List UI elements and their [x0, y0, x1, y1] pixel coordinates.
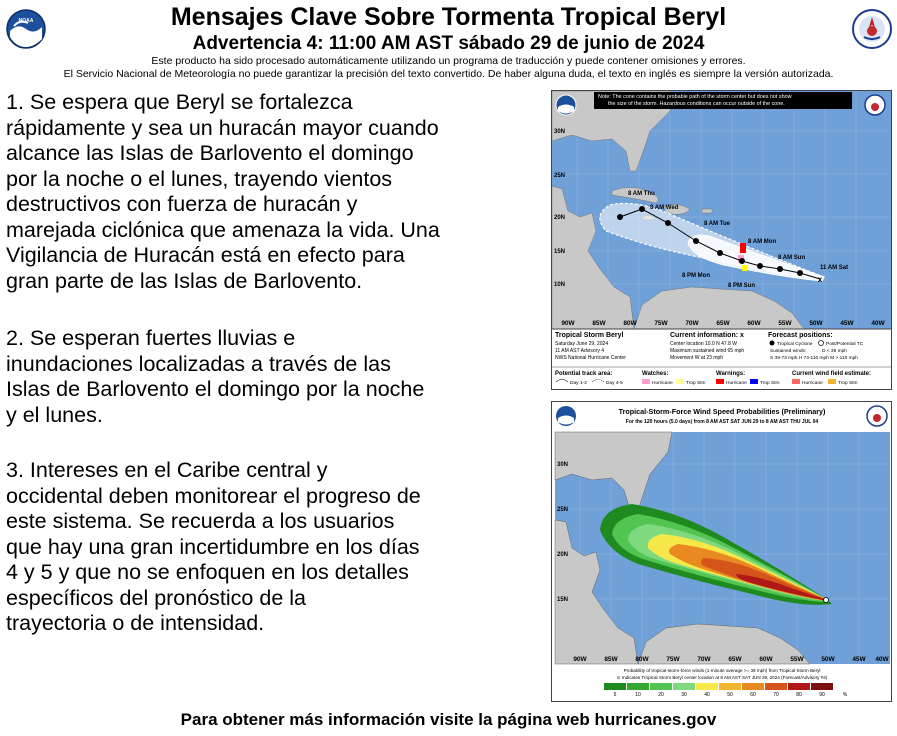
key-message-3: 3. Intereses en el Caribe central y occidental deben monitorear el progreso de este sistema. Se recuerda a los usuarios que hay una gran incertidumbre en los días 4 y 5 y que no se enfoquen en los detalles específicos del pronóstico de la trayectoria o de intensidad. — [6, 458, 421, 635]
svg-text:85W: 85W — [592, 320, 606, 327]
wind-caption-1: Probability of tropical-storm-force winds (1-minute average >= 39 mph) from Tropical Storm Beryl — [623, 668, 821, 673]
wind-map-title: Tropical-Storm-Force Wind Speed Probabilities (Preliminary) — [618, 407, 826, 416]
svg-text:90W: 90W — [573, 656, 587, 663]
svg-text:15N: 15N — [557, 597, 569, 603]
scale-label: 10 — [635, 692, 641, 698]
svg-text:Potential track area:: Potential track area: — [555, 371, 613, 377]
scale-label: 50 — [727, 692, 733, 698]
scale-swatch — [811, 683, 833, 690]
svg-text:55W: 55W — [778, 320, 792, 327]
scale-swatch — [834, 683, 856, 690]
svg-text:Movement W at 23 mph: Movement W at 23 mph — [670, 355, 724, 361]
svg-text:Sustained winds:: Sustained winds: — [770, 349, 807, 354]
track-label-sun-pm: 8 PM Sun — [728, 283, 756, 289]
svg-text:50W: 50W — [809, 320, 823, 327]
svg-text:Hurricane: Hurricane — [652, 381, 673, 386]
track-label-wed: 8 AM Wed — [650, 205, 679, 211]
svg-text:40W: 40W — [871, 320, 885, 327]
track-label-sat: 11 AM Sat — [820, 265, 849, 271]
svg-text:Current information: x: Current information: x — [670, 332, 744, 339]
svg-text:80W: 80W — [635, 656, 649, 663]
scale-label: 40 — [704, 692, 710, 698]
cone-note-2: the size of the storm. Hazardous conditions can occur outside of the cone. — [608, 101, 785, 107]
scale-swatch — [788, 683, 810, 690]
key-message-1: 1. Se espera que Beryl se fortalezca rápidamente y sea un huracán mayor cuando alcance las Islas de Barlovento el domingo por la noche o el lunes, trayendo vientos destructivos con fuerza de huracán y marejada ciclónica que amenaza la vida. Una Vigilancia de Huracán está en efecto para gran parte de las Islas de Barlovento. — [6, 90, 440, 293]
scale-label: 70 — [773, 692, 779, 698]
svg-text:Day 1-3: Day 1-3 — [570, 381, 587, 386]
svg-text:90W: 90W — [561, 320, 575, 327]
svg-text:Post/Potential TC: Post/Potential TC — [826, 342, 864, 347]
scale-swatch — [604, 683, 626, 690]
wind-probability-map — [551, 401, 892, 702]
svg-text:25N: 25N — [557, 507, 569, 513]
track-label-thu: 8 AM Thu — [628, 191, 655, 197]
page-title: Mensajes Clave Sobre Tormenta Tropical Beryl — [170, 3, 727, 31]
svg-text:20N: 20N — [554, 215, 566, 221]
disclaimer-line-2: El Servicio Nacional de Meteorología no puede garantizar la precisión del texto convertido. De haber alguna duda, el texto en inglés es siempre la versión autorizada. — [63, 68, 834, 80]
footer-text: Para obtener más información visite la página web hurricanes.gov — [180, 710, 717, 729]
svg-text:85W: 85W — [604, 656, 618, 663]
track-label-sun: 8 AM Sun — [778, 255, 806, 261]
svg-text:10N: 10N — [554, 282, 566, 288]
svg-text:80W: 80W — [623, 320, 637, 327]
track-label-mon: 8 AM Mon — [748, 239, 777, 245]
scale-label: 90 — [819, 692, 825, 698]
svg-text:45W: 45W — [840, 320, 854, 327]
scale-label: % — [842, 692, 848, 698]
svg-text:Forecast positions:: Forecast positions: — [768, 332, 833, 339]
svg-text:25N: 25N — [554, 173, 566, 179]
key-message-2: 2. Se esperan fuertes lluvias e inundaciones localizadas a través de las Islas de Barlovento el domingo por la noche y el lunes. — [6, 326, 425, 427]
svg-text:75W: 75W — [654, 320, 668, 327]
svg-text:75W: 75W — [666, 656, 680, 663]
svg-text:60W: 60W — [759, 656, 773, 663]
svg-text:Current wind field estimate:: Current wind field estimate: — [792, 371, 872, 377]
scale-swatch — [627, 683, 649, 690]
scale-swatch — [696, 683, 718, 690]
svg-text:70W: 70W — [697, 656, 711, 663]
scale-swatch — [765, 683, 787, 690]
svg-text:11 AM AST Advisory 4: 11 AM AST Advisory 4 — [555, 348, 605, 354]
svg-text:Watches:: Watches: — [642, 371, 669, 377]
svg-text:65W: 65W — [716, 320, 730, 327]
track-label-tue: 8 AM Tue — [704, 221, 731, 227]
svg-text:70W: 70W — [685, 320, 699, 327]
svg-text:Tropical Cyclone: Tropical Cyclone — [777, 342, 813, 347]
svg-text:50W: 50W — [821, 656, 835, 663]
forecast-cone-map — [551, 90, 892, 390]
scale-swatch — [742, 683, 764, 690]
svg-text:x: x — [817, 275, 823, 284]
svg-text:Center location 10.0 N 47.8 W: Center location 10.0 N 47.8 W — [670, 341, 737, 347]
svg-text:30N: 30N — [557, 462, 569, 468]
svg-text:NWS National Hurricane Center: NWS National Hurricane Center — [555, 355, 626, 361]
scale-label: 60 — [750, 692, 756, 698]
scale-label: 80 — [796, 692, 802, 698]
storm-center-marker — [824, 598, 829, 603]
svg-text:S 39-73 mph H 74-110 mph M >: S 39-73 mph H 74-110 mph M > 110 mph — [770, 356, 858, 361]
scale-swatch — [719, 683, 741, 690]
disclaimer-line-1: Este producto ha sido procesado automáticamente utilizando un programa de traducción y puede contener omisiones y errores. — [151, 55, 746, 67]
svg-text:60W: 60W — [747, 320, 761, 327]
noaa-logo-text: NOAA — [18, 18, 34, 24]
svg-text:Warnings:: Warnings: — [716, 371, 746, 377]
storm-name: Tropical Storm Beryl — [555, 332, 624, 339]
svg-text:30N: 30N — [554, 129, 566, 135]
scale-label: 20 — [658, 692, 664, 698]
svg-text:55W: 55W — [790, 656, 804, 663]
scale-label: 5 — [613, 692, 617, 698]
svg-text:Hurricane: Hurricane — [802, 381, 823, 386]
scale-swatch — [673, 683, 695, 690]
wind-caption-2: ⊙ Indicates Tropical Storm Beryl center location at 8 AM AST SAT JUN 29, 2024 (Forecast/Advisory #4) — [616, 675, 828, 680]
wind-map-subtitle: For the 120 hours (5.0 days) from 8 AM AST SAT JUN 29 to 8 AM AST THU JUL 04 — [625, 419, 819, 425]
svg-text:Day 4-5: Day 4-5 — [606, 381, 623, 386]
scale-label: 30 — [681, 692, 687, 698]
scale-swatch — [650, 683, 672, 690]
svg-text:45W: 45W — [852, 656, 866, 663]
svg-text:Saturday June 29, 2024: Saturday June 29, 2024 — [555, 341, 609, 347]
svg-text:Hurricane: Hurricane — [726, 381, 747, 386]
cone-note-1: Note: The cone contains the probable path of the storm center but does not show — [598, 94, 792, 100]
svg-text:65W: 65W — [728, 656, 742, 663]
svg-text:40W: 40W — [875, 656, 889, 663]
track-label-mon-pm: 8 PM Mon — [682, 273, 710, 279]
svg-text:20N: 20N — [557, 552, 569, 558]
svg-text:D < 39 mph: D < 39 mph — [822, 349, 847, 354]
svg-text:Trop Stm: Trop Stm — [838, 381, 858, 386]
svg-text:Trop Stm: Trop Stm — [686, 381, 706, 386]
advisory-subtitle: Advertencia 4: 11:00 AM AST sábado 29 de junio de 2024 — [192, 33, 705, 54]
svg-text:15N: 15N — [554, 249, 566, 255]
svg-text:Maximum sustained wind 65 mph: Maximum sustained wind 65 mph — [670, 348, 745, 354]
svg-text:Trop Stm: Trop Stm — [760, 381, 780, 386]
